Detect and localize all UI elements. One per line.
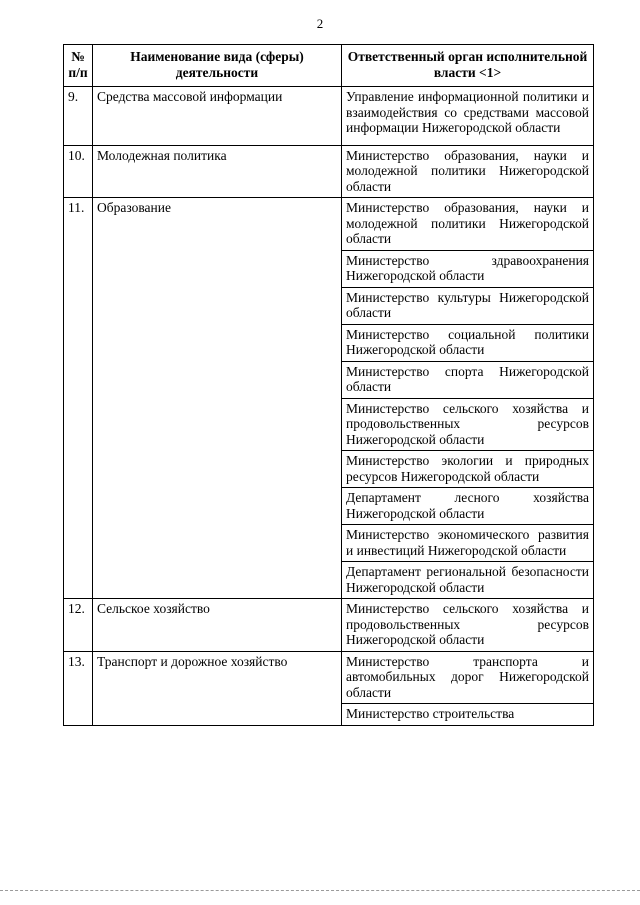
page-bottom-edge <box>0 890 640 891</box>
page-number: 2 <box>316 16 324 31</box>
activity-name: Образование <box>93 198 342 599</box>
header-activity-name: Наименование вида (сферы) деятельности <box>93 45 342 87</box>
header-responsible-org: Ответственный орган исполнительной власти <1> <box>342 45 594 87</box>
responsible-org: Министерство здравоохранения Нижегородской области <box>342 250 594 287</box>
row-number: 12. <box>64 599 93 652</box>
table-row <box>64 87 594 146</box>
row-number: 10. <box>64 145 93 198</box>
responsible-org: Департамент региональной безопасности Нижегородской области <box>342 562 594 599</box>
responsible-org: Министерство сельского хозяйства и продовольственных ресурсов Нижегородской области <box>342 599 594 652</box>
header-num: № п/п <box>64 45 93 87</box>
responsible-org: Департамент лесного хозяйства Нижегородской области <box>342 488 594 525</box>
responsible-org: Министерство спорта Нижегородской области <box>342 361 594 398</box>
table-row <box>64 198 594 251</box>
responsible-org: Министерство транспорта и автомобильных дорог Нижегородской области <box>342 651 594 704</box>
responsible-org <box>342 145 594 198</box>
responsibility-table <box>63 44 594 726</box>
responsible-org: Министерство социальной политики Нижегородской области <box>342 324 594 361</box>
responsible-org: Министерство строительства <box>342 704 594 726</box>
org-name: Управление информационной политики и взаимодействия со средствами массовой информации Нижегородской области <box>346 89 589 135</box>
row-number: 13. <box>64 651 93 725</box>
responsible-org: Министерство экологии и природных ресурсов Нижегородской области <box>342 451 594 488</box>
activity-name: Молодежная политика <box>93 145 342 198</box>
responsible-org <box>342 87 594 146</box>
table-row <box>64 145 594 198</box>
table-row <box>64 599 594 652</box>
org-name: Министерство образования, науки и молодежной политики Нижегородской области <box>346 147 589 194</box>
responsible-org: Министерство образования, науки и молодежной политики Нижегородской области <box>342 198 594 251</box>
table-header-row <box>64 45 594 87</box>
row-number: 9. <box>64 87 93 146</box>
responsible-org: Министерство культуры Нижегородской области <box>342 287 594 324</box>
row-number: 11. <box>64 198 93 599</box>
responsible-org: Министерство экономического развития и инвестиций Нижегородской области <box>342 525 594 562</box>
activity-name: Транспорт и дорожное хозяйство <box>93 651 342 725</box>
table-row <box>64 651 594 704</box>
responsible-org: Министерство сельского хозяйства и продовольственных ресурсов Нижегородской области <box>342 398 594 451</box>
activity-name: Средства массовой информации <box>93 87 342 146</box>
activity-name: Сельское хозяйство <box>93 599 342 652</box>
